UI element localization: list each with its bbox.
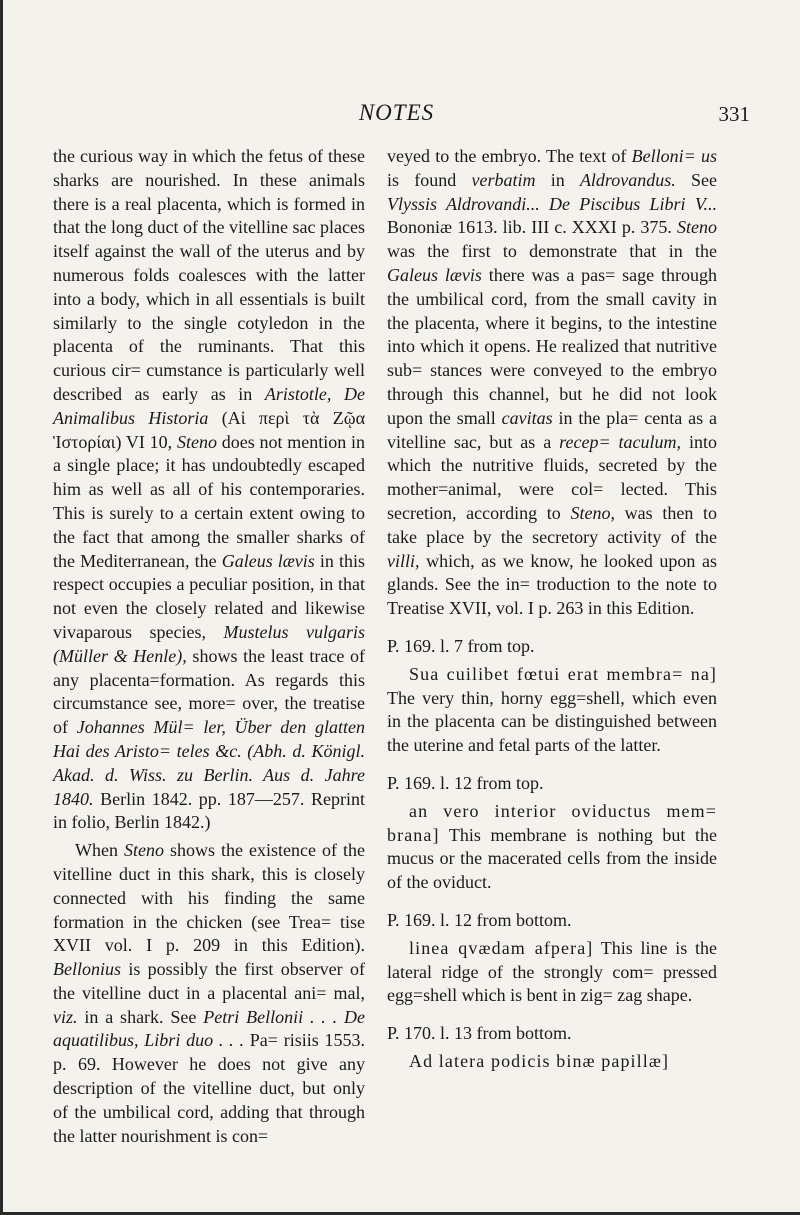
running-head: NOTES bbox=[358, 100, 435, 125]
note-reference: P. 169. l. 7 from top. bbox=[387, 635, 535, 656]
note-lemma: linea qvædam afpera] bbox=[409, 937, 594, 958]
note-text bbox=[387, 1050, 717, 1074]
right-column bbox=[387, 145, 717, 1074]
page-header bbox=[43, 100, 750, 130]
left-column bbox=[53, 145, 365, 1148]
note-text: Sua cuilibet fœtui erat membra= na] The very thin, horny egg=shell, which even in the placenta can be distinguished between the uterine and fetal parts of the latter. bbox=[387, 663, 717, 756]
note-text: linea qvædam afpera] This line is the lateral ridge of the strongly com= pressed egg=shell which is bent in zig= zag shape. bbox=[387, 937, 717, 1006]
note-reference: P. 169. l. 12 from top. bbox=[387, 772, 544, 793]
page-number: 331 bbox=[718, 102, 750, 126]
paragraph: the curious way in which the fetus of these sharks are nourished. In these animals there is a real placenta, which is formed in that the long duct of the vitelline sac places itself against the wall of the uterus and by numerous folds coalesces with the latter into a body, which in all essentials is built similarly to the single cotyledon in the placenta of the ruminants. That this curious cir= cumstance is particularly well described as early as in Aristotle, De Animalibus Historia (Αἱ περὶ τὰ Ζῷα Ἱστορίαι) VI 10, Steno does not mention in a single place; it has undoubtedly escaped him as well as all of his contemporaries. This is surely to a certain extent owing to the fact that among the smaller sharks of the Mediterranean, the Galeus lævis in this respect occupies a peculiar position, in that not even the closely related and likewise vivaparous species, Mustelus vulgaris (Müller & Henle), shows the least trace of any placenta=formation. As regards this circumstance see, more= over, the treatise of Johannes Mül= ler, Über den glatten Hai des Aristo= teles &c. (Abh. d. Königl. Akad. d. Wiss. zu Berlin. Aus d. Jahre 1840. Berlin 1842. pp. 187—257. Reprint in folio, Berlin 1842.) bbox=[53, 146, 366, 833]
note-lemma: Ad latera podicis binæ papillæ] bbox=[409, 1050, 670, 1071]
paragraph: When Steno shows the existence of the vitelline duct in this shark, this is closely connected with his finding the same formation in the chicken (see Trea= tise XVII vol. I p. 209 in this Edition). Bellonius is possibly the first observer of the vitelline duct in a placental ani= mal, viz. in a shark. See Petri Bellonii . . . De aquatilibus, Libri duo . . . Pa= risiis 1553. p. 69. However he does not give any description of the vitelline duct, but only of the umbilical cord, adding that through the latter nourishment is con= bbox=[53, 840, 365, 1146]
note-reference: P. 169. l. 12 from bottom. bbox=[387, 909, 572, 930]
note-reference: P. 170. l. 13 from bottom. bbox=[387, 1023, 572, 1044]
note-lemma: Sua cuilibet fœtui erat membra= na] bbox=[409, 663, 717, 684]
paragraph: veyed to the embryo. The text of Belloni= us is found verbatim in Aldrovandus. See Vlyssis Aldrovandi... De Piscibus Libri V... Bononiæ 1613. lib. III c. XXXI p. 375. Steno was the first to demonstrate that in the Galeus lævis there was a pas= sage through the umbilical cord, from the small cavity in the placenta, where it begins, to the intestine into which it opens. He realized that nutritive sub= stances were conveyed to the embryo through this channel, but he did not look upon the small cavitas in the pla= centa as a vitelline sac, but as a recep= taculum, into which the nutritive fluids, secreted by the mother=animal, were col= lected. This secretion, according to Steno, was then to take place by the secretory activity of the villi, which, as we know, he looked upon as glands. See the in= troduction to the note to Treatise XVII, vol. I p. 263 in this Edition. bbox=[387, 146, 718, 619]
note-text: an vero interior oviductus mem= brana] This membrane is nothing but the mucus or the macerated cells from the inside of the oviduct. bbox=[387, 800, 717, 893]
note-lemma: an vero interior oviductus mem= brana] bbox=[387, 800, 717, 845]
